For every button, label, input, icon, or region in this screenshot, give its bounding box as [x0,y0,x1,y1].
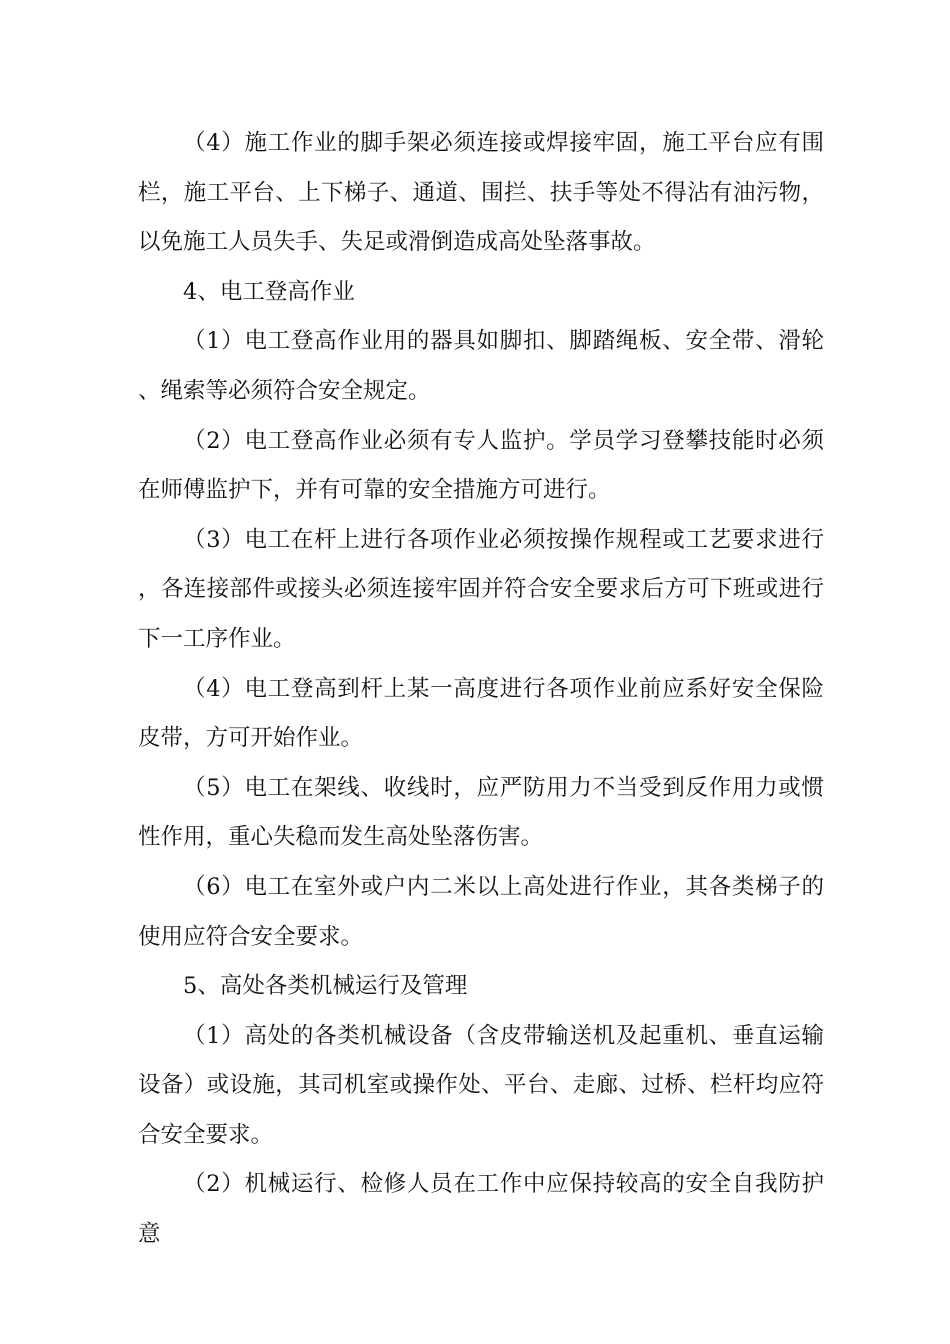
paragraph-electrician-supervision: （2）电工登高作业必须有专人监护。学员学习登攀技能时必须在师傅监护下，并有可靠的安全措施方可进行。 [138,427,824,504]
paragraph-scaffold-safety: （4）施工作业的脚手架必须连接或焊接牢固，施工平台应有围栏，施工平台、上下梯子、通道、围拦、扶手等处不得沾有油污物，以免施工人员失手、失足或滑倒造成高处坠落事故。 [138,130,824,256]
paragraph-ladder-use: （6）电工在室外或户内二米以上高处进行作业，其各类梯子的使用应符合安全要求。 [138,873,824,950]
paragraph-wire-pulling: （5）电工在架线、收线时，应严防用力不当受到反作用力或惯性作用，重心失稳而发生高处坠落伤害。 [138,774,824,851]
document-body [138,119,824,1260]
paragraph-electrician-equipment: （1）电工登高作业用的器具如脚扣、脚踏绳板、安全带、滑轮、绳索等必须符合安全规定。 [138,328,824,404]
paragraph-maintenance-personnel: （2）机械运行、检修人员在工作中应保持较高的安全自我防护意 [138,1171,824,1248]
paragraph-machinery-equipment: （1）高处的各类机械设备（含皮带输送机及起重机、垂直运输设备）或设施，其司机室或操作处、平台、走廊、过桥、栏杆均应符合安全要求。 [138,1022,824,1148]
section-heading-machinery-at-height: 5、高处各类机械运行及管理 [183,973,468,1000]
section-heading-electrician-work-at-height: 4、电工登高作业 [183,278,355,305]
paragraph-pole-work-procedure: （3）电工在杆上进行各项作业必须按操作规程或工艺要求进行，各连接部件或接头必须连接牢固并符合安全要求后方可下班或进行下一工序作业。 [138,526,824,652]
paragraph-safety-belt: （4）电工登高到杆上某一高度进行各项作业前应系好安全保险皮带，方可开始作业。 [138,675,824,752]
